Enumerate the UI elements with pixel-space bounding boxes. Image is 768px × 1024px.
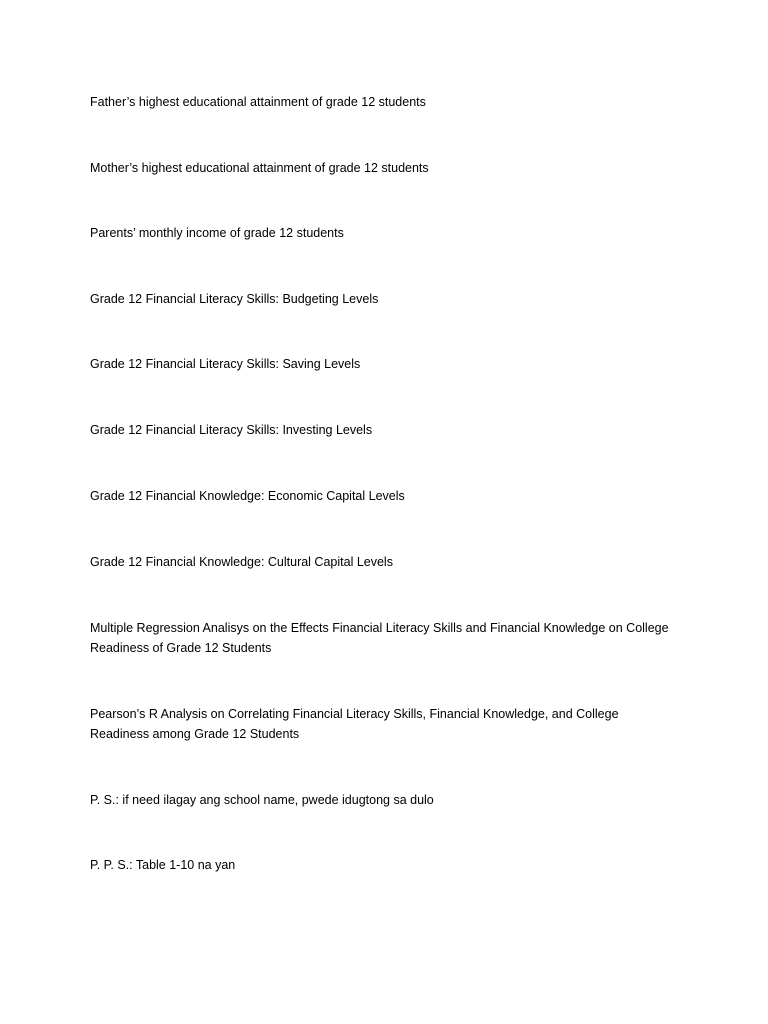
table-title-saving-levels: Grade 12 Financial Literacy Skills: Saving Levels — [90, 357, 361, 371]
table-title-economic-capital: Grade 12 Financial Knowledge: Economic Capital Levels — [90, 489, 405, 503]
table-title-parents-income: Parents’ monthly income of grade 12 students — [90, 226, 344, 240]
table-title-budgeting-levels: Grade 12 Financial Literacy Skills: Budgeting Levels — [90, 292, 379, 306]
table-title-pearsons-r: Pearson’s R Analysis on Correlating Financial Literacy Skills, Financial Knowledge, and College Readiness among Grade 12 Students — [90, 707, 619, 741]
postscript-note: P. S.: if need ilagay ang school name, pwede idugtong sa dulo — [90, 793, 434, 807]
table-title-mothers-education: Mother’s highest educational attainment of grade 12 students — [90, 161, 429, 175]
table-title-fathers-education: Father’s highest educational attainment of grade 12 students — [90, 95, 426, 109]
post-postscript-note: P. P. S.: Table 1-10 na yan — [90, 858, 236, 872]
table-title-multiple-regression: Multiple Regression Analisys on the Effects Financial Literacy Skills and Financial Knowledge on College Readiness of Grade 12 Students — [90, 621, 669, 655]
table-title-cultural-capital: Grade 12 Financial Knowledge: Cultural Capital Levels — [90, 555, 393, 569]
table-title-investing-levels: Grade 12 Financial Literacy Skills: Investing Levels — [90, 423, 373, 437]
